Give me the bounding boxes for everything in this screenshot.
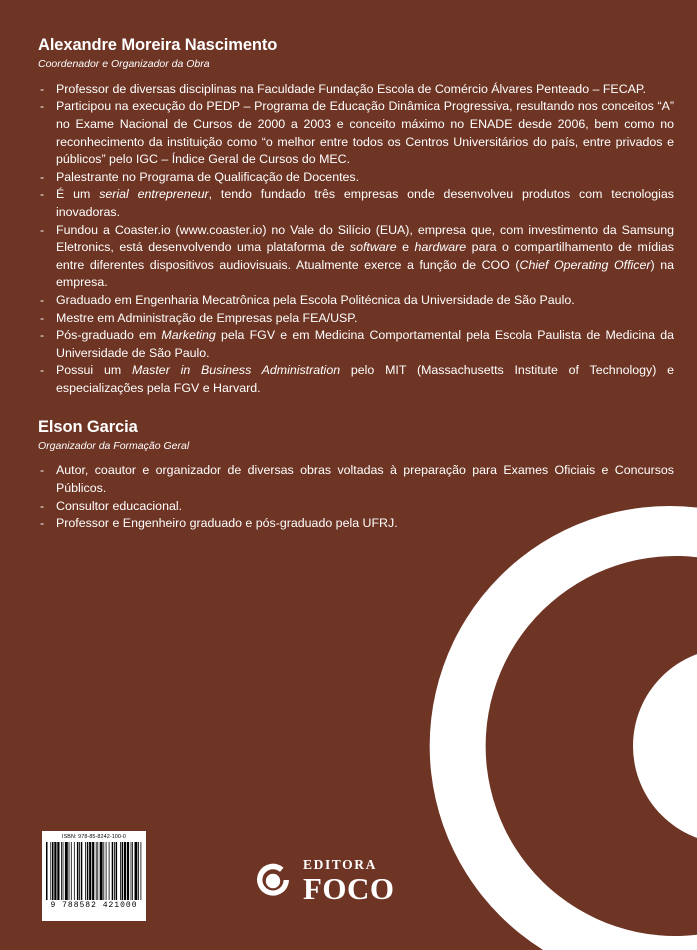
bio-bullet-item	[38, 186, 674, 221]
focus-mark-icon	[252, 860, 294, 902]
isbn-label: ISBN: 978-85-8242-100-0	[61, 834, 127, 840]
bio-bullet-item	[38, 362, 674, 397]
bio-bullet-text: Professor de diversas disciplinas na Faculdade Fundação Escola de Comércio Álvares Penteado – FECAP.	[56, 81, 647, 96]
bio-bullet-text: Possui um Master in Business Administration pelo MIT (Massachusetts Institute of Technology) e especializações pela FGV e Harvard.	[56, 363, 674, 396]
barcode-digits: 9 788582 421000	[50, 901, 138, 910]
bullet-marker: -	[40, 169, 45, 184]
bio-bullet-item	[38, 327, 674, 362]
author-role: Coordenador e Organizador da Obra	[38, 58, 210, 71]
bullet-marker: -	[40, 187, 45, 202]
bio-content	[38, 36, 674, 533]
barcode-bars	[46, 842, 142, 900]
bullet-marker: -	[40, 463, 45, 478]
bio-bullet-item	[38, 310, 674, 328]
author-bullet-list	[38, 462, 674, 532]
bio-bullet-text: Consultor educacional.	[56, 498, 183, 513]
publisher-logo	[252, 858, 395, 904]
publisher-wordmark	[303, 858, 395, 904]
bio-bullet-text: Participou na execução do PEDP – Programa de Educação Dinâmica Progressiva, resultando nos conceitos “A” no Exame Nacional de Cursos de 2000 a 2003 e conceito máximo no ENADE desde 2006, bem como no reconhecimento da instituição como “o melhor entre todos os Centros Universitários do país, entre privados e públicos” pelo IGC – Índice Geral de Cursos do MEC.	[56, 99, 674, 167]
bio-bullet-item	[38, 292, 674, 310]
bio-bullet-item	[38, 81, 674, 99]
focus-outer-ring	[430, 506, 697, 950]
bio-bullet-text: Autor, coautor e organizador de diversas obras voltadas à preparação para Exames Oficiais e Concursos Públicos.	[56, 463, 674, 495]
bullet-marker: -	[40, 516, 45, 531]
bio-bullet-text: Graduado em Engenharia Mecatrônica pela Escola Politécnica da Universidade de São Paulo.	[56, 293, 575, 307]
bullet-marker: -	[40, 328, 45, 343]
bullet-marker: -	[40, 363, 45, 378]
bio-bullet-text: Mestre em Administração de Empresas pela FEA/USP.	[56, 310, 358, 325]
bio-bullet-text: Professor e Engenheiro graduado e pós-graduado pela UFRJ.	[56, 516, 398, 531]
author-bullet-list	[38, 81, 674, 398]
bio-bullet-item	[38, 462, 674, 497]
author-name: Alexandre Moreira Nascimento	[38, 36, 278, 54]
author-role: Organizador da Formação Geral	[38, 439, 190, 452]
bio-bullet-text: É um serial entrepreneur, tendo fundado três empresas onde desenvolveu produtos com tecnologias inovadoras.	[56, 187, 674, 219]
bio-bullet-text: Palestrante no Programa de Qualificação de Docentes.	[56, 169, 360, 184]
publisher-line-2: FOCO	[303, 870, 395, 906]
bio-bullet-item	[38, 222, 674, 292]
bio-bullet-text: Pós-graduado em Marketing pela FGV e em Medicina Comportamental pela Escola Paulista de Medicina da Universidade de São Paulo.	[56, 328, 674, 360]
author-block-1	[38, 36, 674, 398]
bio-bullet-text: Fundou a Coaster.io (www.coaster.io) no Vale do Silício (EUA), empresa que, com investimento da Samsung Eletronics, está desenvolvendo uma plataforma de software e hardware para o compartilhamento de mídias entre diferentes dispositivos audiovisuais. Atualmente exerce a função de COO (Chief Operating Officer) na empresa.	[56, 222, 674, 290]
bullet-marker: -	[40, 293, 45, 307]
bullet-marker: -	[40, 222, 45, 237]
publisher-line-1: EDITORA	[303, 857, 377, 872]
bio-bullet-item	[38, 498, 674, 516]
bullet-marker: -	[40, 310, 45, 325]
focus-inner-dot	[633, 648, 697, 844]
bio-bullet-item	[38, 98, 674, 168]
bullet-marker: -	[40, 498, 45, 513]
bullet-marker: -	[40, 81, 45, 96]
isbn-barcode	[42, 831, 146, 921]
bio-bullet-item	[38, 515, 674, 533]
bio-bullet-item	[38, 169, 674, 187]
bullet-marker: -	[40, 99, 45, 114]
author-name: Elson Garcia	[38, 417, 138, 436]
author-block-2	[38, 418, 674, 533]
